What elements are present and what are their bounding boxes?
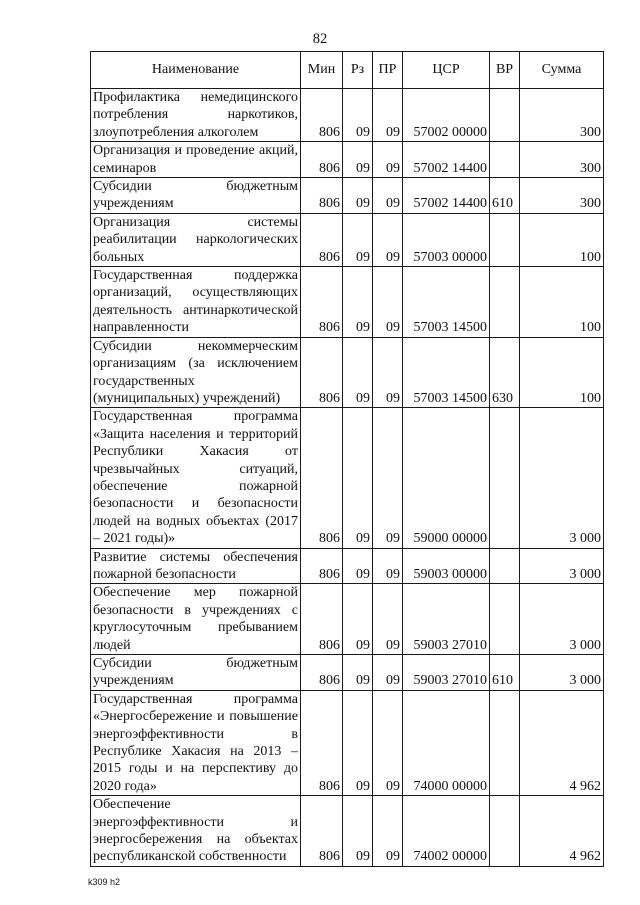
row-vr	[490, 584, 520, 655]
row-name: Профилактика немедицинского потребления наркотиков, злоупотребления алкоголем	[91, 89, 301, 142]
row-pr: 09	[373, 690, 403, 795]
row-pr: 09	[373, 337, 403, 408]
row-rz: 09	[343, 142, 373, 178]
header-min: Мин	[301, 52, 343, 89]
row-csr: 59003 27010	[403, 655, 490, 691]
header-rz: Рз	[343, 52, 373, 89]
table-row	[91, 337, 604, 408]
row-pr: 09	[373, 178, 403, 214]
header-vr: ВР	[490, 52, 520, 89]
header-csr: ЦСР	[403, 52, 490, 89]
row-sum: 300	[520, 142, 604, 178]
row-sum: 300	[520, 178, 604, 214]
table-header-row	[91, 52, 604, 89]
row-vr	[490, 690, 520, 795]
row-sum: 100	[520, 337, 604, 408]
row-name: Развитие системы обеспечения пожарной безопасности	[91, 548, 301, 584]
row-csr: 57003 14500	[403, 267, 490, 338]
row-csr: 59003 00000	[403, 548, 490, 584]
row-name: Государственная поддержка организаций, осуществляющих деятельность антинаркотической направленности	[91, 267, 301, 338]
row-name: Организация и проведение акций, семинаров	[91, 142, 301, 178]
row-csr: 57003 14500	[403, 337, 490, 408]
row-rz: 09	[343, 584, 373, 655]
row-pr: 09	[373, 796, 403, 867]
row-min: 806	[301, 89, 343, 142]
table-row	[91, 796, 604, 867]
row-name: Обеспечение энергоэффективности и энергосбережения на объектах республиканской собственности	[91, 796, 301, 867]
row-rz: 09	[343, 337, 373, 408]
row-min: 806	[301, 178, 343, 214]
row-min: 806	[301, 213, 343, 266]
row-pr: 09	[373, 584, 403, 655]
row-csr: 74000 00000	[403, 690, 490, 795]
row-sum: 100	[520, 213, 604, 266]
table-row	[91, 584, 604, 655]
row-pr: 09	[373, 213, 403, 266]
table-row	[91, 655, 604, 691]
row-name: Государственная программа «Защита населения и территорий Республики Хакасия от чрезвычайных ситуаций, обеспечение пожарной безопасности и безопасности людей на водных объектах (2017 – 2021 годы)»	[91, 408, 301, 548]
row-name: Организация системы реабилитации наркологических больных	[91, 213, 301, 266]
row-min: 806	[301, 142, 343, 178]
row-sum: 3 000	[520, 655, 604, 691]
row-vr: 610	[490, 178, 520, 214]
row-sum: 3 000	[520, 584, 604, 655]
row-sum: 300	[520, 89, 604, 142]
table-row	[91, 142, 604, 178]
table-row	[91, 408, 604, 548]
row-vr	[490, 796, 520, 867]
row-vr: 610	[490, 655, 520, 691]
row-min: 806	[301, 655, 343, 691]
row-csr: 57002 00000	[403, 89, 490, 142]
row-rz: 09	[343, 796, 373, 867]
row-sum: 3 000	[520, 548, 604, 584]
table-row	[91, 89, 604, 142]
table-row	[91, 213, 604, 266]
page-number: 82	[312, 31, 328, 47]
row-pr: 09	[373, 142, 403, 178]
row-rz: 09	[343, 548, 373, 584]
table-row	[91, 548, 604, 584]
row-rz: 09	[343, 408, 373, 548]
row-vr	[490, 408, 520, 548]
row-rz: 09	[343, 655, 373, 691]
row-min: 806	[301, 548, 343, 584]
row-rz: 09	[343, 89, 373, 142]
row-csr: 57003 00000	[403, 213, 490, 266]
row-pr: 09	[373, 408, 403, 548]
table-row	[91, 690, 604, 795]
header-sum: Сумма	[520, 52, 604, 89]
row-rz: 09	[343, 690, 373, 795]
row-sum: 100	[520, 267, 604, 338]
row-rz: 09	[343, 267, 373, 338]
row-min: 806	[301, 408, 343, 548]
row-sum: 4 962	[520, 690, 604, 795]
footer-code: k309 h2	[88, 877, 121, 887]
row-pr: 09	[373, 655, 403, 691]
row-min: 806	[301, 690, 343, 795]
row-sum: 4 962	[520, 796, 604, 867]
row-vr	[490, 89, 520, 142]
row-min: 806	[301, 267, 343, 338]
row-csr: 57002 14400	[403, 142, 490, 178]
row-vr	[490, 548, 520, 584]
table-body	[91, 89, 604, 867]
header-name: Наименование	[91, 52, 301, 89]
row-vr	[490, 267, 520, 338]
row-rz: 09	[343, 178, 373, 214]
row-name: Обеспечение мер пожарной безопасности в учреждениях с круглосуточным пребыванием людей	[91, 584, 301, 655]
row-sum: 3 000	[520, 408, 604, 548]
row-pr: 09	[373, 89, 403, 142]
table-row	[91, 178, 604, 214]
row-min: 806	[301, 796, 343, 867]
row-name: Субсидии бюджетным учреждениям	[91, 178, 301, 214]
row-vr: 630	[490, 337, 520, 408]
row-name: Государственная программа «Энергосбережение и повышение энергоэффективности в Республике Хакасия на 2013 – 2015 годы и на перспективу до 2020 года»	[91, 690, 301, 795]
row-csr: 59003 27010	[403, 584, 490, 655]
row-csr: 57002 14400	[403, 178, 490, 214]
row-name: Субсидии бюджетным учреждениям	[91, 655, 301, 691]
row-pr: 09	[373, 548, 403, 584]
row-min: 806	[301, 584, 343, 655]
header-pr: ПР	[373, 52, 403, 89]
row-csr: 74002 00000	[403, 796, 490, 867]
budget-table	[90, 51, 604, 867]
row-vr	[490, 142, 520, 178]
table-row	[91, 267, 604, 338]
row-csr: 59000 00000	[403, 408, 490, 548]
row-min: 806	[301, 337, 343, 408]
row-rz: 09	[343, 213, 373, 266]
row-pr: 09	[373, 267, 403, 338]
row-name: Субсидии некоммерческим организациям (за исключением государственных (муниципальных) учреждений)	[91, 337, 301, 408]
row-vr	[490, 213, 520, 266]
